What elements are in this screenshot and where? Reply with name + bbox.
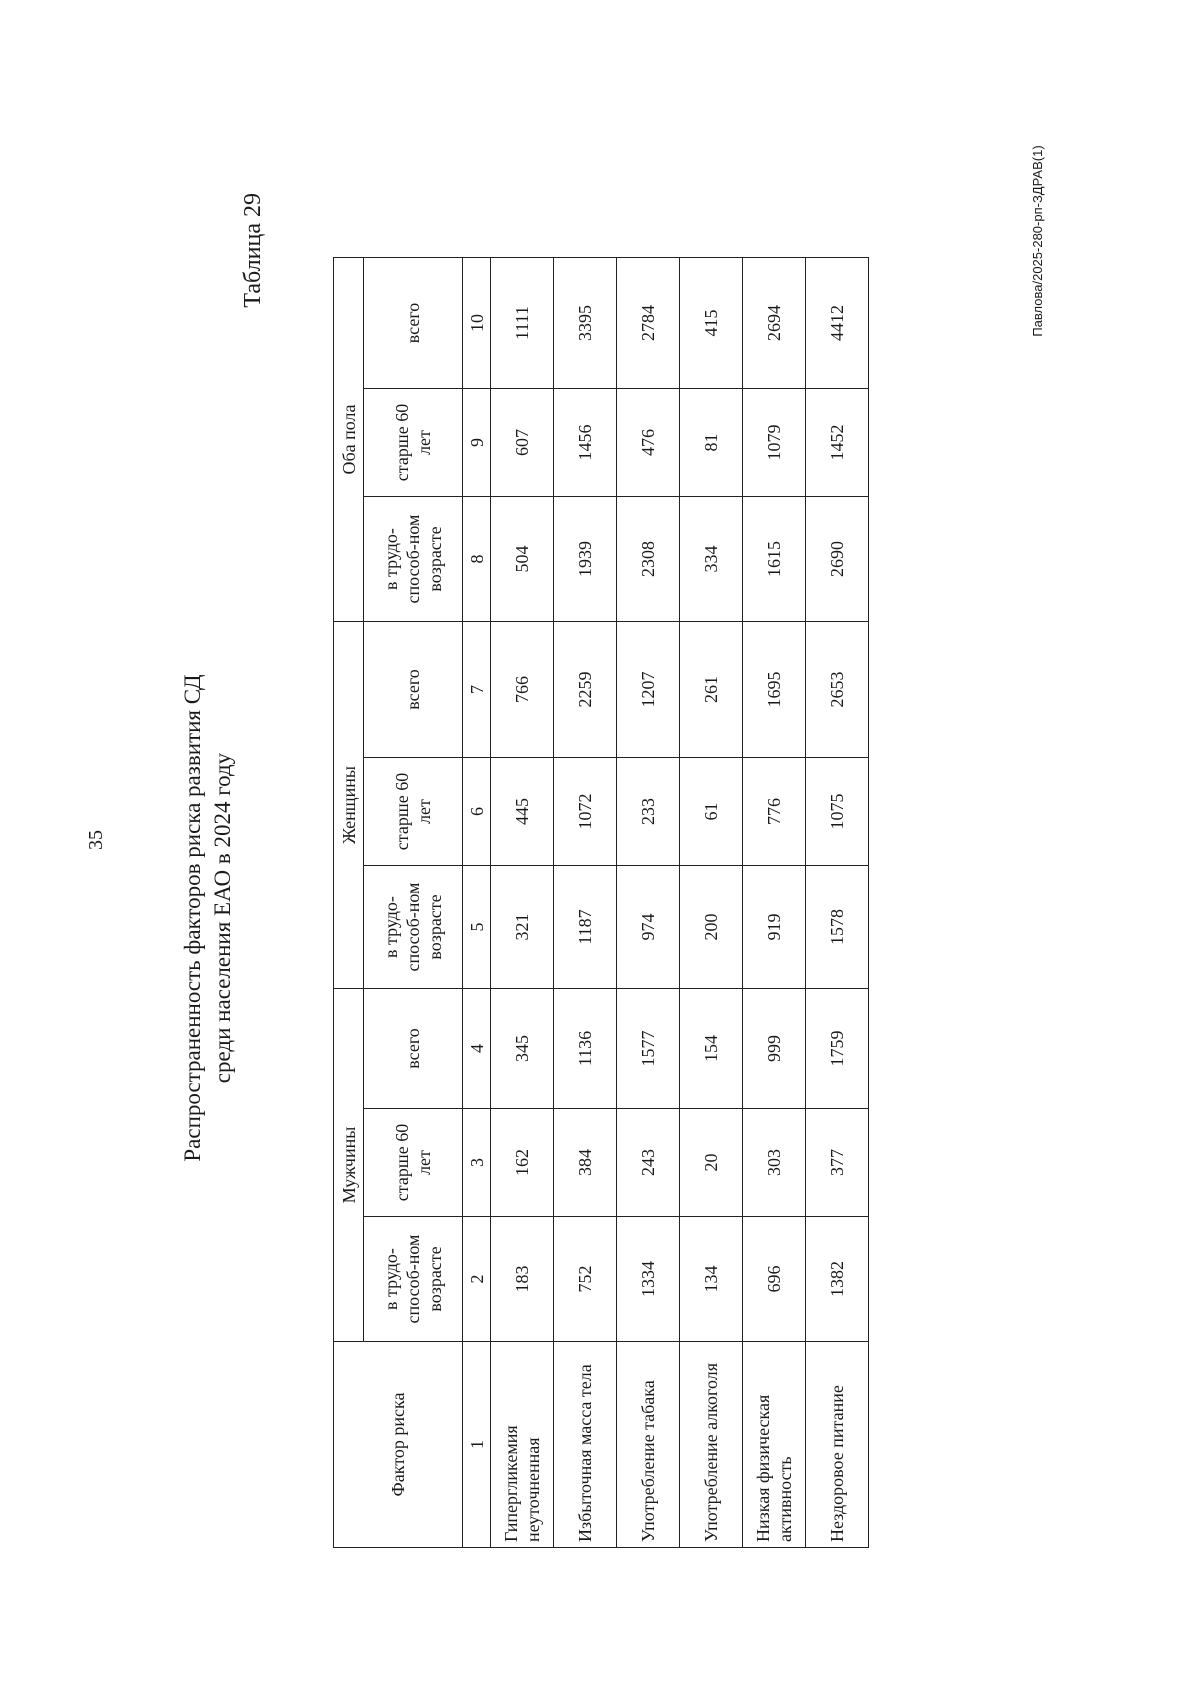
group-header-both: Оба пола [334, 258, 364, 622]
table-cell: 200 [680, 866, 743, 989]
table-cell: 974 [617, 866, 680, 989]
table-header-row-groups [334, 258, 364, 1548]
table-cell: 2784 [617, 258, 680, 389]
subheader-cell: всего [364, 258, 463, 389]
table-cell: 1578 [806, 866, 869, 989]
table-cell: 334 [680, 497, 743, 622]
table-cell: 1136 [554, 989, 617, 1109]
table-row [806, 258, 869, 1548]
column-number: 1 [463, 1342, 491, 1548]
table-cell: 1615 [743, 497, 806, 622]
table-cell: 303 [743, 1109, 806, 1217]
table-title-line-1: Распространенность факторов риска развития СД [180, 674, 205, 1162]
table-cell: 1187 [554, 866, 617, 989]
table-cell: 1079 [743, 389, 806, 497]
table-row [617, 258, 680, 1548]
risk-factor-name: Гипергликемия неуточненная [491, 1342, 554, 1548]
table-title [178, 288, 238, 1548]
column-number-row [463, 258, 491, 1548]
group-header-men: Мужчины [334, 989, 364, 1342]
table-cell: 415 [680, 258, 743, 389]
column-number: 3 [463, 1109, 491, 1217]
table-title-line-2: среди населения ЕАО в 2024 году [210, 752, 235, 1084]
table-cell: 2308 [617, 497, 680, 622]
table-cell: 476 [617, 389, 680, 497]
table-cell: 1452 [806, 389, 869, 497]
table-cell: 2259 [554, 622, 617, 758]
table-cell: 4412 [806, 258, 869, 389]
document-id: Павлова/2025-280-рп-ЗДРАВ(1) [1030, 145, 1045, 337]
table-cell: 1072 [554, 758, 617, 866]
table-cell: 243 [617, 1109, 680, 1217]
table-cell: 2694 [743, 258, 806, 389]
risk-factor-name: Низкая физическая активность [743, 1342, 806, 1548]
column-number: 10 [463, 258, 491, 389]
table-cell: 261 [680, 622, 743, 758]
table-cell: 1456 [554, 389, 617, 497]
table-cell: 2653 [806, 622, 869, 758]
subheader-cell: всего [364, 622, 463, 758]
table-cell: 999 [743, 989, 806, 1109]
risk-factor-table [333, 257, 869, 1548]
table-cell: 1695 [743, 622, 806, 758]
table-cell: 607 [491, 389, 554, 497]
table-cell: 134 [680, 1217, 743, 1342]
column-number: 5 [463, 866, 491, 989]
table-cell: 696 [743, 1217, 806, 1342]
subheader-cell: в трудо-способ-ном возрасте [364, 1217, 463, 1342]
table-row [743, 258, 806, 1548]
table-cell: 919 [743, 866, 806, 989]
column-number: 4 [463, 989, 491, 1109]
table-cell: 233 [617, 758, 680, 866]
table-cell: 81 [680, 389, 743, 497]
table-number: Таблица 29 [240, 193, 266, 308]
subheader-cell: старше 60 лет [364, 389, 463, 497]
column-number: 8 [463, 497, 491, 622]
risk-factor-name: Избыточная масса тела [554, 1342, 617, 1548]
table-cell: 61 [680, 758, 743, 866]
page-number: 35 [85, 830, 107, 850]
table-cell: 1207 [617, 622, 680, 758]
table-cell: 3395 [554, 258, 617, 389]
table-cell: 162 [491, 1109, 554, 1217]
table-cell: 504 [491, 497, 554, 622]
table-cell: 183 [491, 1217, 554, 1342]
table-cell: 752 [554, 1217, 617, 1342]
factor-header: Фактор риска [334, 1342, 463, 1548]
table-row [491, 258, 554, 1548]
table-cell: 2690 [806, 497, 869, 622]
table-cell: 321 [491, 866, 554, 989]
table-cell: 384 [554, 1109, 617, 1217]
column-number: 2 [463, 1217, 491, 1342]
risk-factor-name: Употребление табака [617, 1342, 680, 1548]
column-number: 7 [463, 622, 491, 758]
subheader-cell: старше 60 лет [364, 758, 463, 866]
table-cell: 377 [806, 1109, 869, 1217]
subheader-cell: в трудо-способ-ном возрасте [364, 866, 463, 989]
table-cell: 1075 [806, 758, 869, 866]
table-cell: 345 [491, 989, 554, 1109]
table-row [680, 258, 743, 1548]
column-number: 9 [463, 389, 491, 497]
table-cell: 1759 [806, 989, 869, 1109]
table-cell: 1939 [554, 497, 617, 622]
table-cell: 20 [680, 1109, 743, 1217]
risk-factor-name: Употребление алкоголя [680, 1342, 743, 1548]
subheader-cell: старше 60 лет [364, 1109, 463, 1217]
table-cell: 1382 [806, 1217, 869, 1342]
table-cell: 776 [743, 758, 806, 866]
table-cell: 445 [491, 758, 554, 866]
table-cell: 1334 [617, 1217, 680, 1342]
column-number: 6 [463, 758, 491, 866]
subheader-cell: всего [364, 989, 463, 1109]
subheader-cell: в трудо-способ-ном возрасте [364, 497, 463, 622]
table-cell: 154 [680, 989, 743, 1109]
table-row [554, 258, 617, 1548]
risk-factor-name: Нездоровое питание [806, 1342, 869, 1548]
rotated-page-content [170, 128, 1150, 1548]
group-header-women: Женщины [334, 622, 364, 989]
table-cell: 766 [491, 622, 554, 758]
table-cell: 1577 [617, 989, 680, 1109]
table-cell: 1111 [491, 258, 554, 389]
